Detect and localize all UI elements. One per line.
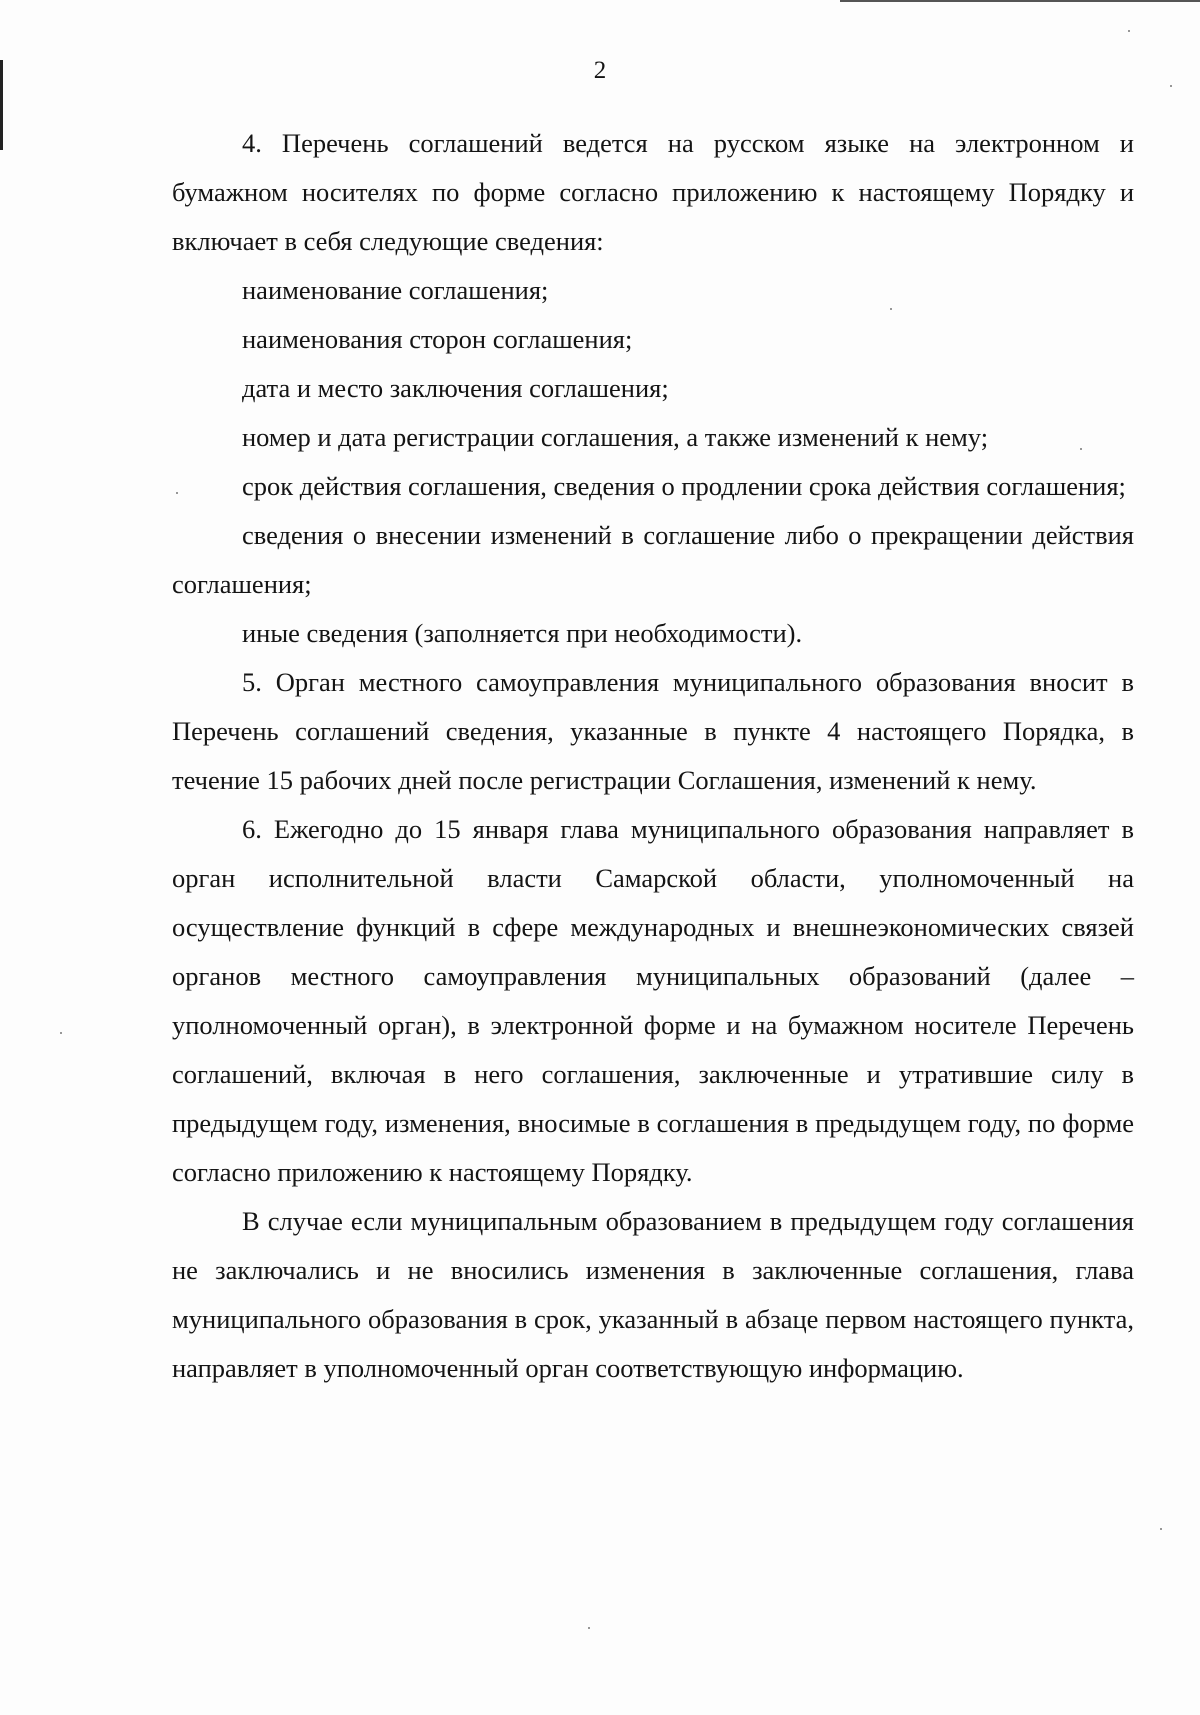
scan-speck [890,308,892,310]
scan-speck [60,1032,62,1034]
scan-speck [1128,30,1130,32]
list-item: наименования сторон соглашения; [242,324,633,354]
scan-speck [588,1627,590,1629]
paragraph-item-4: 4. Перечень соглашений ведется на русском языке на электронном и бумажном носителях по форме согласно приложению к настоящему Порядку и включает в себя следующие сведения: [172,128,1134,256]
list-item: наименование соглашения; [242,275,549,305]
paragraph-item-5: 5. Орган местного самоуправления муниципального образования вносит в Перечень соглашений сведения, указанные в пункте 4 настоящего Порядка, в течение 15 рабочих дней после регистрации Соглашения, изменений к нему. [172,667,1134,795]
scan-speck [1080,448,1082,450]
document-body [172,119,1134,1393]
paragraph-no-agreements: В случае если муниципальным образованием в предыдущем году соглашения не заключались и не вносились изменения в заключенные соглашения, глава муниципального образования в срок, указанный в абзаце первом настоящего пункта, направляет в уполномоченный орган соответствующую информацию. [172,1206,1134,1383]
list-item: срок действия соглашения, сведения о продлении срока действия соглашения; [242,471,1126,501]
scan-speck [1160,1528,1162,1530]
scan-edge-mark [840,0,1200,2]
scan-speck [176,492,178,494]
list-item: сведения о внесении изменений в соглашение либо о прекращении действия соглашения; [172,520,1134,599]
list-item: номер и дата регистрации соглашения, а также изменений к нему; [242,422,989,452]
scan-speck [1170,85,1172,87]
list-item: дата и место заключения соглашения; [242,373,669,403]
list-item: иные сведения (заполняется при необходимости). [242,618,803,648]
paragraph-item-6: 6. Ежегодно до 15 января глава муниципального образования направляет в орган исполнительной власти Самарской области, уполномоченный на осуществление функций в сфере международных и внешнеэкономических связей органов местного самоуправления муниципальных образований (далее – уполномоченный орган), в электронной форме и на бумажном носителе Перечень соглашений, включая в него соглашения, заключенные и утратившие силу в предыдущем году, изменения, вносимые в соглашения в предыдущем году, по форме согласно приложению к настоящему Порядку. [172,814,1134,1187]
page-number: 2 [593,57,607,84]
